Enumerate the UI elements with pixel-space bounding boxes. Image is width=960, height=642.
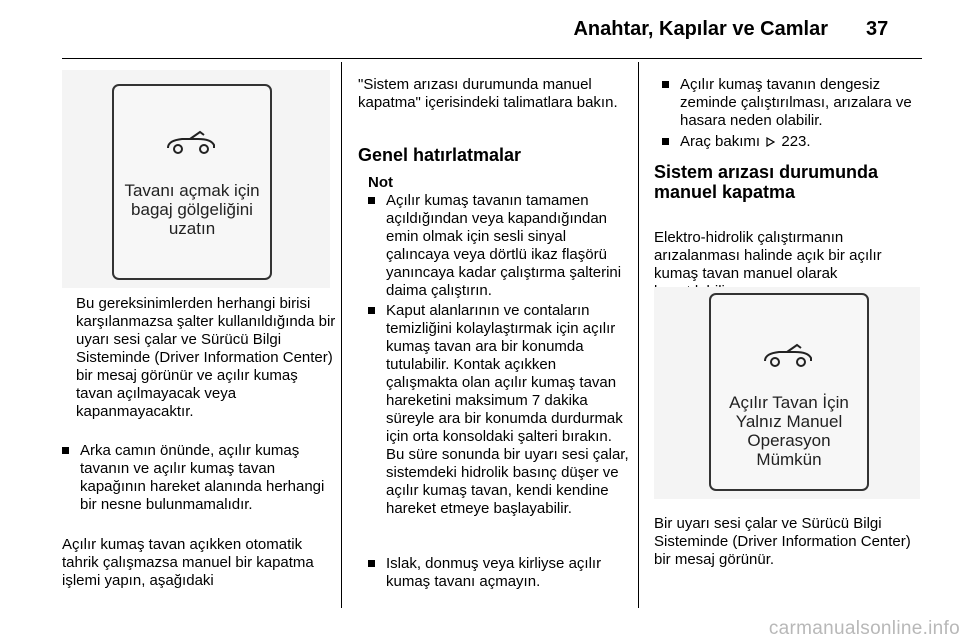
bullet-icon	[662, 138, 669, 145]
list-item-text: Açılır kumaş tavanın tamamen açıldığından veya kapandığından emin olmak için sesli sinyal çalıncaya veya dörtlü ikaz flaşörü yanıncaya kadar çalıştırma şalterini daima çalıştırın.	[386, 192, 622, 299]
list-item	[368, 192, 630, 302]
convertible-car-icon	[761, 343, 817, 369]
list-item	[662, 133, 922, 153]
list-item-label: Araç bakımı	[680, 133, 761, 150]
column-divider-2	[638, 62, 639, 608]
page-reference: 223.	[781, 133, 811, 150]
page-header-title: Anahtar, Kapılar ve Camlar	[573, 18, 828, 40]
info-display-panel	[709, 293, 869, 491]
bullet-icon	[368, 307, 375, 314]
list-item-text	[680, 133, 922, 151]
list-item	[62, 442, 332, 532]
header-divider	[62, 58, 922, 59]
list-item	[368, 555, 630, 595]
note-title: Not	[368, 174, 393, 191]
info-display-panel	[112, 84, 272, 280]
convertible-car-icon	[164, 130, 220, 156]
section-heading: Sistem arızası durumunda manuel kapatma	[654, 162, 879, 202]
page-reference-icon	[766, 137, 775, 147]
bullet-icon	[62, 447, 69, 454]
display-message: Açılır Tavan İçin Yalnız Manuel Operasyon Mümkün	[729, 393, 849, 469]
paragraph: Bu gereksinimlerden herhangi birisi karşılanmazsa şalter kullanıldığında bir uyarı sesi çalar ve Sürücü Bilgi Sisteminde (Driver Information Center) bir mesaj görünür ve açılır kumaş tavan açılmayacak veya kapanmayacaktır.	[76, 295, 336, 420]
list-item-text: Arka camın önünde, açılır kumaş tavanın ve açılır kumaş tavan kapağının hareket alanında herhangi bir nesne bulunmamalıdır.	[80, 442, 325, 513]
bullet-icon	[662, 81, 669, 88]
display-message: Tavanı açmak için bagaj gölgeliğini uzatın	[124, 181, 260, 238]
watermark: carmanualsonline.info	[768, 618, 960, 639]
list-item-text: Kaput alanlarının ve contaların temizliğini kolaylaştırmak için açılır kumaş tavan ara bir konumda tutulabilir. Kontak açıkken çalışmakta olan açılır kumaş tavan hareketini maksimum 7 dakika süreyle ara bir konumda durdurmak için orta konsoldaki şalteri bırakın. Bu süre sonunda bir uyarı sesi çalar, sistemdeki hidrolik basınç düşer ve açılır kumaş tavan, kendi kendine hareket etmeye başlayabilir.	[386, 302, 629, 517]
paragraph: Elektro-hidrolik çalıştırmanın arızalanması halinde açık bir açılır kumaş tavan manuel olarak	[654, 229, 882, 282]
column-divider-1	[341, 62, 342, 608]
figure-open-roof-display	[62, 70, 330, 288]
paragraph: "Sistem arızası durumunda manuel kapatma" içerisindeki talimatlara bakın.	[358, 76, 618, 111]
section-heading: Genel hatırlatmalar	[358, 145, 522, 165]
paragraph: Bir uyarı sesi çalar ve Sürücü Bilgi Sisteminde (Driver Information Center) bir mesaj görünür.	[654, 515, 911, 568]
figure-manual-operation-display	[654, 287, 920, 499]
bullet-icon	[368, 197, 375, 204]
list-item	[662, 76, 922, 132]
bullet-icon	[368, 560, 375, 567]
page-number: 37	[866, 18, 889, 40]
paragraph: Açılır kumaş tavan açıkken otomatik tahrik çalışmazsa manuel bir kapatma işlemi yapın, aşağıdaki	[62, 536, 314, 589]
list-item-text: Islak, donmuş veya kirliyse açılır kumaş tavanı açmayın.	[386, 555, 602, 590]
list-item	[368, 302, 630, 552]
list-item-text: Açılır kumaş tavanın dengesiz zeminde çalıştırılması, arızalara ve hasara neden olabilir.	[680, 76, 912, 129]
